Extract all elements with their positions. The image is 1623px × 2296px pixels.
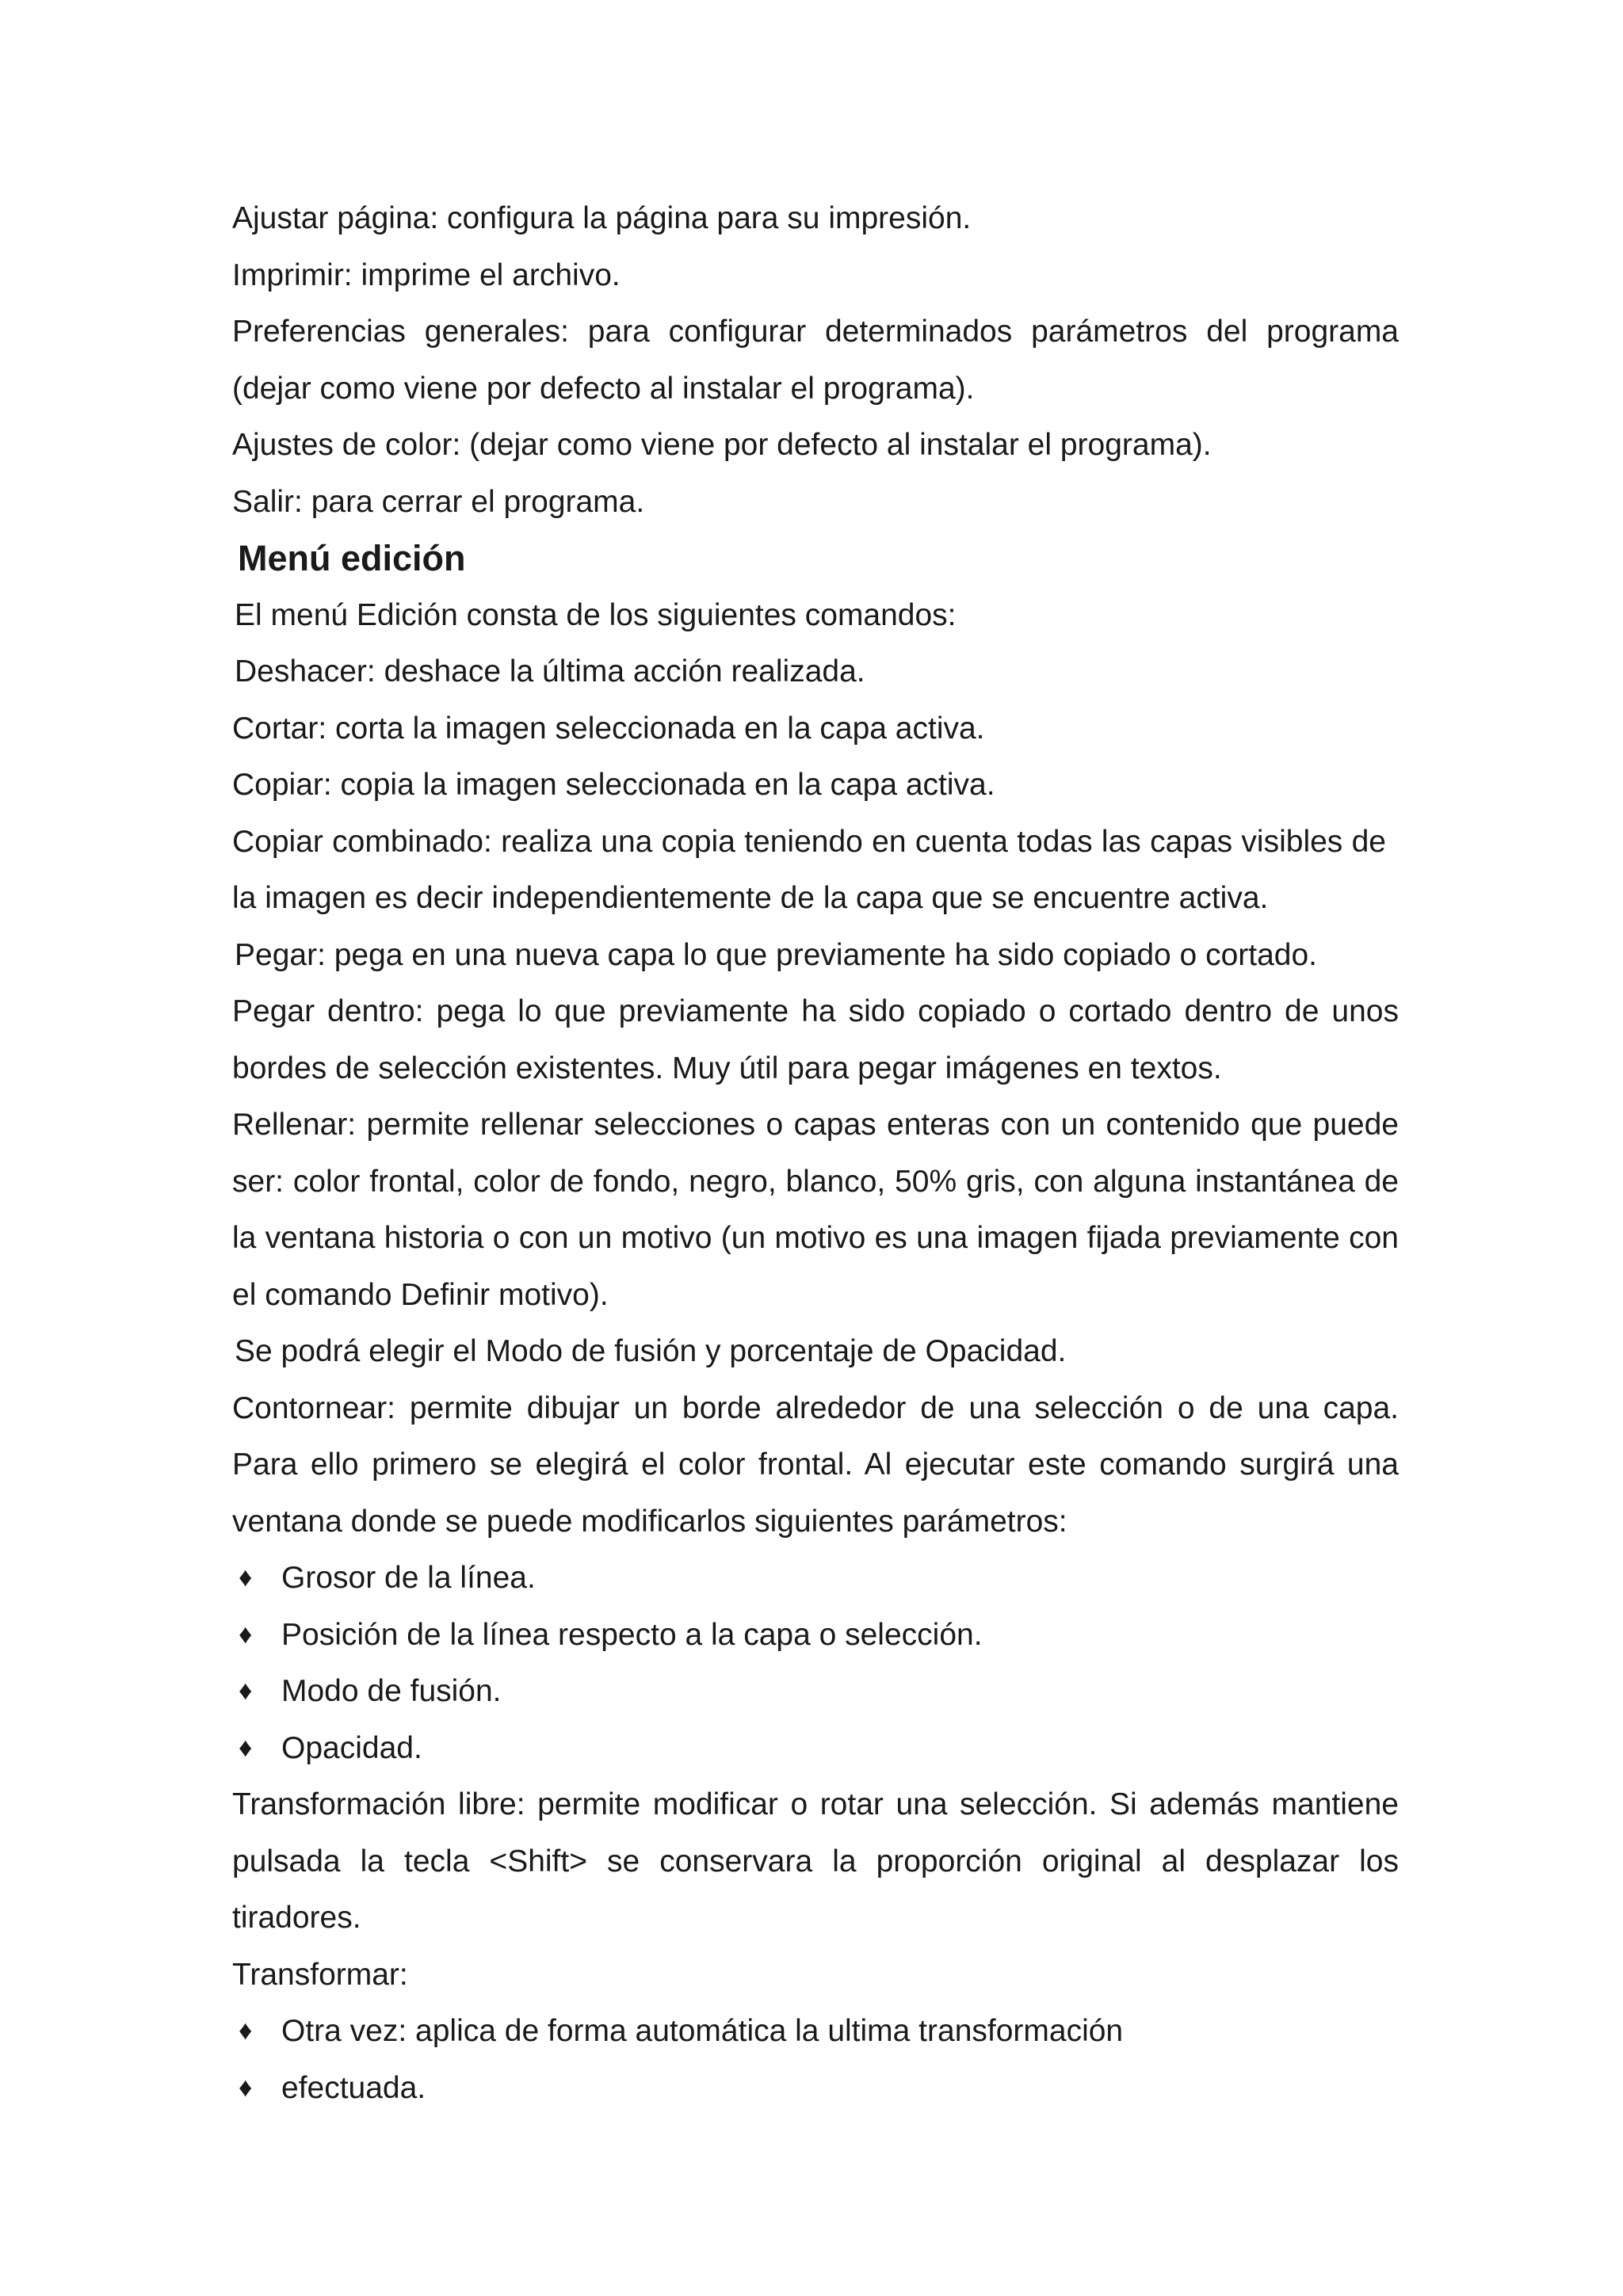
paragraph-copiar: Copiar: copia la imagen seleccionada en la capa activa. bbox=[232, 768, 995, 802]
page-content bbox=[232, 190, 1399, 2116]
paragraph-transformacion-libre: Transformación libre: permite modificar o rotar una selección. Si además mantiene pulsada la tecla <Shift> se conservara la proporción original al desplazar los tiradores. bbox=[232, 1787, 1399, 1935]
diamond-bullet-icon: ♦ bbox=[239, 1619, 253, 1650]
paragraph-ajustar-pagina: Ajustar página: configura la página para su impresión. bbox=[232, 201, 972, 235]
paragraph-ajustes-de-color: Ajustes de color: (dejar como viene por defecto al instalar el programa). bbox=[232, 428, 1212, 462]
bullet-text: Opacidad. bbox=[281, 1730, 422, 1765]
paragraph-pegar: Pegar: pega en una nueva capa lo que previamente ha sido copiado o cortado. bbox=[235, 937, 1317, 972]
paragraph-cortar: Cortar: corta la imagen seleccionada en la capa activa. bbox=[232, 711, 985, 746]
paragraph-salir: Salir: para cerrar el programa. bbox=[232, 484, 645, 519]
paragraph-transformar: Transformar: bbox=[232, 1957, 408, 1992]
paragraph-copiar-combinado: Copiar combinado: realiza una copia teniendo en cuenta todas las capas visibles de la imagen es decir independientemente de la capa que se encuentre activa. bbox=[232, 824, 1386, 915]
bullet-item bbox=[232, 2060, 1399, 2117]
bullet-text: efectuada. bbox=[281, 2070, 426, 2105]
paragraph-pegar-dentro: Pegar dentro: pega lo que previamente ha sido copiado o cortado dentro de unos bordes de selección existentes. Muy útil para pegar imágenes en textos. bbox=[232, 994, 1399, 1085]
paragraph-imprimir: Imprimir: imprime el archivo. bbox=[232, 257, 621, 292]
diamond-bullet-icon: ♦ bbox=[239, 1732, 253, 1763]
diamond-bullet-icon: ♦ bbox=[239, 1676, 253, 1706]
diamond-bullet-icon: ♦ bbox=[239, 2016, 253, 2046]
diamond-bullet-icon: ♦ bbox=[239, 1562, 253, 1592]
bullet-item bbox=[232, 1550, 1399, 1607]
paragraph-preferencias-generales: Preferencias generales: para configurar determinados parámetros del programa (dejar como viene por defecto al instalar el programa). bbox=[232, 315, 1399, 406]
bullet-text: Grosor de la línea. bbox=[281, 1561, 536, 1595]
paragraph-rellenar: Rellenar: permite rellenar selecciones o capas enteras con un contenido que puede ser: color frontal, color de fondo, negro, blanco, 50% gris, con alguna instantánea de la ventana historia o con un motivo (un motivo es una imagen fijada previamente con el comando Definir motivo). bbox=[232, 1108, 1399, 1312]
paragraph-modo-fusion-opacidad: Se podrá elegir el Modo de fusión y porcentaje de Opacidad. bbox=[235, 1334, 1067, 1368]
bullet-text: Otra vez: aplica de forma automática la ultima transformación bbox=[281, 2014, 1124, 2048]
bullet-item bbox=[232, 1720, 1399, 1777]
bullet-text: Modo de fusión. bbox=[281, 1674, 502, 1708]
paragraph-intro: El menú Edición consta de los siguientes comandos: bbox=[235, 597, 957, 632]
diamond-bullet-icon: ♦ bbox=[239, 2072, 253, 2103]
paragraph-contornear: Contornear: permite dibujar un borde alrededor de una selección o de una capa. Para ello primero se elegirá el color frontal. Al ejecutar este comando surgirá una ventana donde se puede modificarlos siguientes parámetros: bbox=[232, 1390, 1399, 1539]
bullet-item bbox=[232, 1663, 1399, 1720]
section-heading: Menú edición bbox=[238, 538, 466, 578]
paragraph-deshacer: Deshacer: deshace la última acción realizada. bbox=[235, 654, 865, 688]
bullet-text: Posición de la línea respecto a la capa o selección. bbox=[281, 1617, 983, 1652]
bullet-item bbox=[232, 1607, 1399, 1664]
bullet-item bbox=[232, 2003, 1399, 2060]
